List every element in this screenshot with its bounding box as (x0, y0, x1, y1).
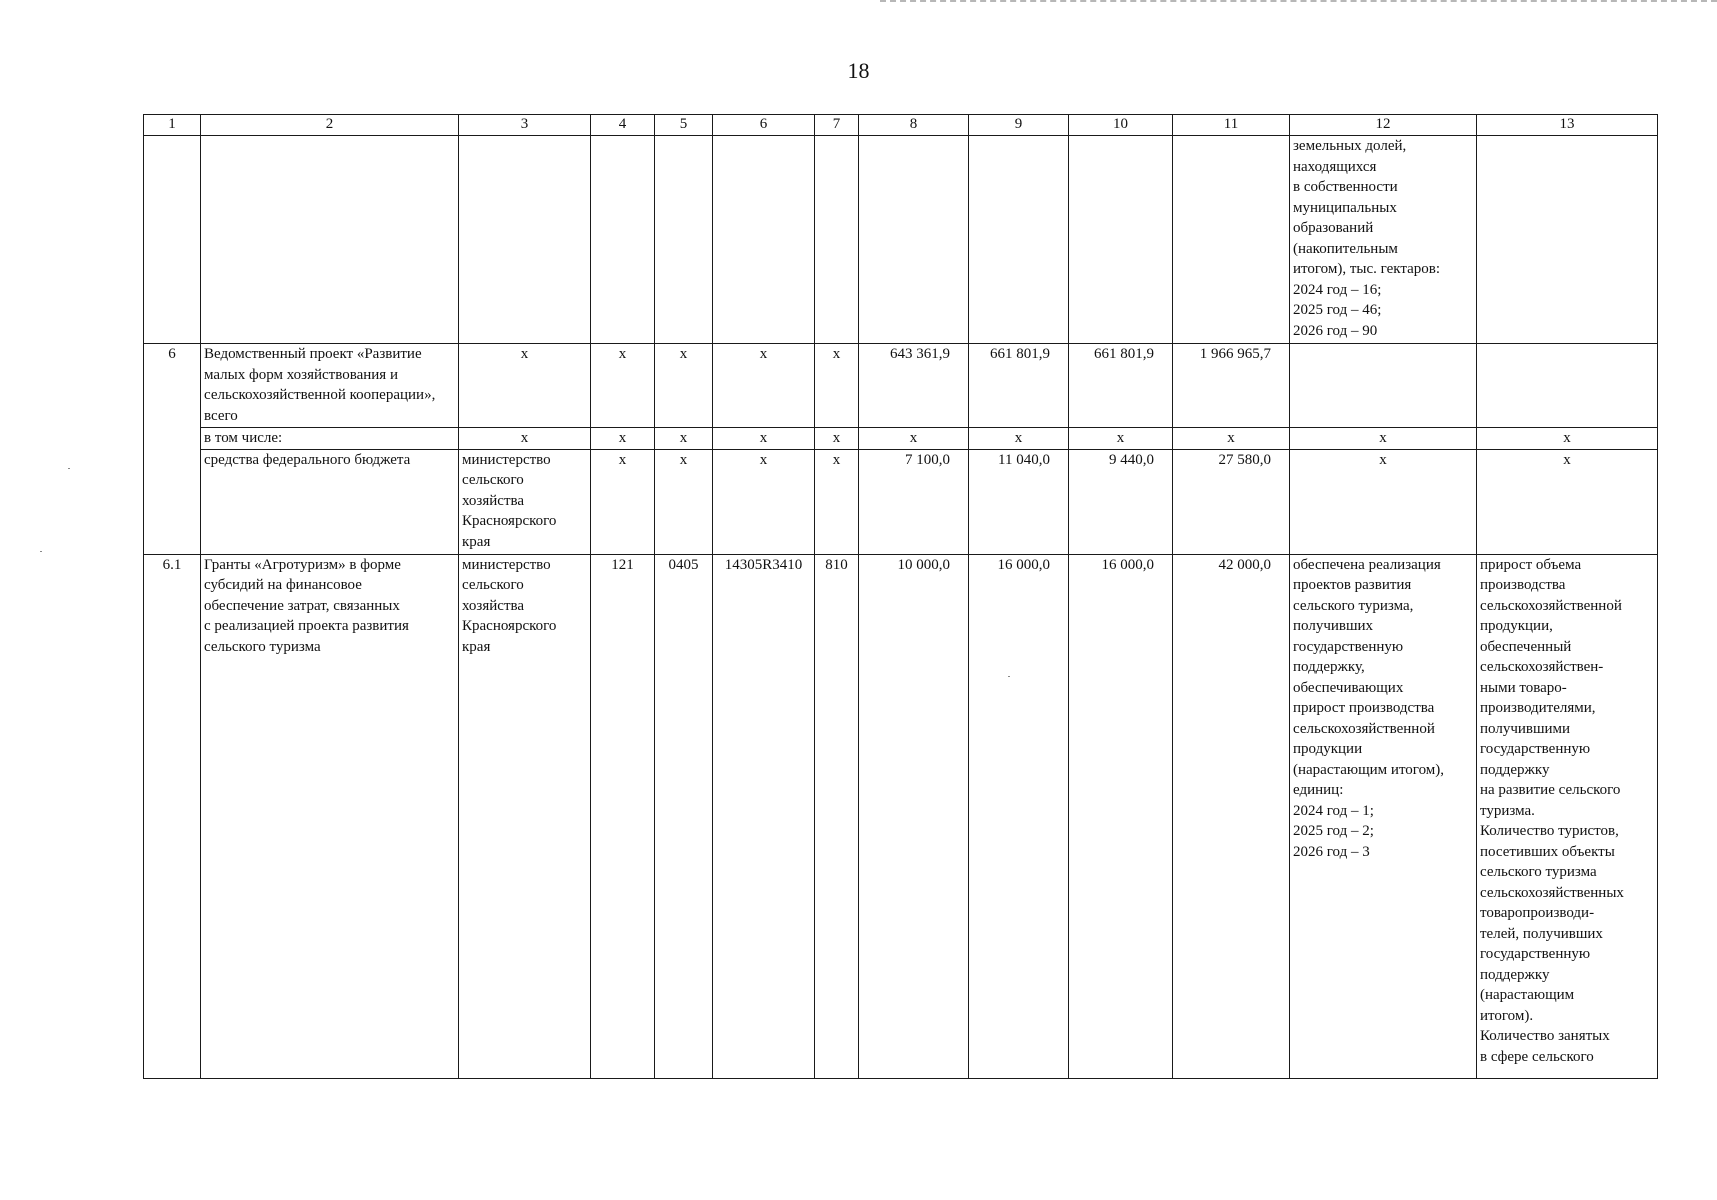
cell-rzpr: х (655, 449, 713, 554)
cell-index: 6 (144, 344, 201, 555)
col-header-2: 2 (201, 115, 459, 136)
cell-grbs: х (591, 428, 655, 450)
cell-vr: х (815, 449, 859, 554)
program-table (143, 114, 1658, 1079)
cell-csr (713, 136, 815, 344)
col-header-11: 11 (1173, 115, 1290, 136)
cell-name: Ведомственный проект «Развитие малых форм хозяйствования и сельскохозяйственной кооперации», всего (201, 344, 459, 428)
cell-expected-result: обеспечена реализация проектов развития сельского туризма, получивших государственную поддержку, обеспечивающих прирост производства сельскохозяйственной продукции (нарастающим итогом), единиц: 2024 год – 1; 2025 год – 2; 2026 год – 3 (1290, 554, 1477, 1078)
col-header-6: 6 (713, 115, 815, 136)
cell-index (144, 136, 201, 344)
cell-2024 (859, 136, 969, 344)
cell-rzpr: х (655, 428, 713, 450)
cell-2025: 661 801,9 (969, 344, 1069, 428)
scan-speck (1008, 676, 1010, 677)
cell-2024: 10 000,0 (859, 554, 969, 1078)
col-header-10: 10 (1069, 115, 1173, 136)
cell-csr: х (713, 344, 815, 428)
cell-name: в том числе: (201, 428, 459, 450)
cell-rzpr: х (655, 344, 713, 428)
cell-rzpr: 0405 (655, 554, 713, 1078)
cell-2026 (1069, 136, 1173, 344)
cell-2024: 643 361,9 (859, 344, 969, 428)
table-row (144, 344, 1658, 428)
cell-total: 1 966 965,7 (1173, 344, 1290, 428)
cell-2026: 661 801,9 (1069, 344, 1173, 428)
col-header-5: 5 (655, 115, 713, 136)
cell-expected-result: х (1290, 428, 1477, 450)
cell-2025 (969, 136, 1069, 344)
cell-2024: х (859, 428, 969, 450)
cell-rzpr (655, 136, 713, 344)
cell-grbs: х (591, 344, 655, 428)
cell-csr: х (713, 428, 815, 450)
table-row (144, 136, 1658, 344)
cell-executor: министерство сельского хозяйства Красноярского края (459, 554, 591, 1078)
cell-2025: х (969, 428, 1069, 450)
cell-indicator: х (1477, 428, 1658, 450)
scan-speck (40, 551, 42, 552)
cell-total: 42 000,0 (1173, 554, 1290, 1078)
table-row (144, 554, 1658, 1078)
cell-total (1173, 136, 1290, 344)
col-header-8: 8 (859, 115, 969, 136)
cell-2025: 11 040,0 (969, 449, 1069, 554)
cell-total: х (1173, 428, 1290, 450)
cell-executor (459, 136, 591, 344)
page-number: 18 (847, 58, 870, 83)
cell-index: 6.1 (144, 554, 201, 1078)
cell-grbs: 121 (591, 554, 655, 1078)
cell-expected-result (1290, 344, 1477, 428)
cell-2025: 16 000,0 (969, 554, 1069, 1078)
col-header-3: 3 (459, 115, 591, 136)
cell-indicator (1477, 344, 1658, 428)
cell-vr: х (815, 428, 859, 450)
table-row (144, 428, 1658, 450)
cell-indicator: прирост объема производства сельскохозяйственной продукции, обеспеченный сельскохозяйствен- ными товаро- производителями, получившими государственную поддержку на развитие сельского туризма. Количество туристов, посетивших объекты сельского туризма сельскохозяйственных товаропроизводи- телей, получивших государственную поддержку (нарастающим итогом). Количество занятых в сфере сельского (1477, 554, 1658, 1078)
column-number-row (144, 115, 1658, 136)
cell-indicator (1477, 136, 1658, 344)
cell-total: 27 580,0 (1173, 449, 1290, 554)
cell-csr: 14305R3410 (713, 554, 815, 1078)
cell-grbs: х (591, 449, 655, 554)
cell-csr: х (713, 449, 815, 554)
cell-name: Гранты «Агротуризм» в форме субсидий на финансовое обеспечение затрат, связанных с реализацией проекта развития сельского туризма (201, 554, 459, 1078)
cell-name (201, 136, 459, 344)
cell-2026: 9 440,0 (1069, 449, 1173, 554)
cell-executor: министерство сельского хозяйства Красноярского края (459, 449, 591, 554)
cell-name: средства федерального бюджета (201, 449, 459, 554)
scan-edge (880, 0, 1717, 4)
cell-2026: 16 000,0 (1069, 554, 1173, 1078)
col-header-4: 4 (591, 115, 655, 136)
cell-vr (815, 136, 859, 344)
cell-executor: х (459, 344, 591, 428)
table-row (144, 449, 1658, 554)
cell-executor: х (459, 428, 591, 450)
col-header-13: 13 (1477, 115, 1658, 136)
cell-expected-result: х (1290, 449, 1477, 554)
cell-2024: 7 100,0 (859, 449, 969, 554)
col-header-1: 1 (144, 115, 201, 136)
cell-2026: х (1069, 428, 1173, 450)
col-header-9: 9 (969, 115, 1069, 136)
col-header-12: 12 (1290, 115, 1477, 136)
cell-vr: х (815, 344, 859, 428)
cell-vr: 810 (815, 554, 859, 1078)
cell-indicator: х (1477, 449, 1658, 554)
cell-grbs (591, 136, 655, 344)
scan-speck (68, 468, 70, 469)
col-header-7: 7 (815, 115, 859, 136)
cell-expected-result: земельных долей, находящихся в собственности муниципальных образований (накопительным итогом), тыс. гектаров: 2024 год – 16; 2025 год – 46; 2026 год – 90 (1290, 136, 1477, 344)
